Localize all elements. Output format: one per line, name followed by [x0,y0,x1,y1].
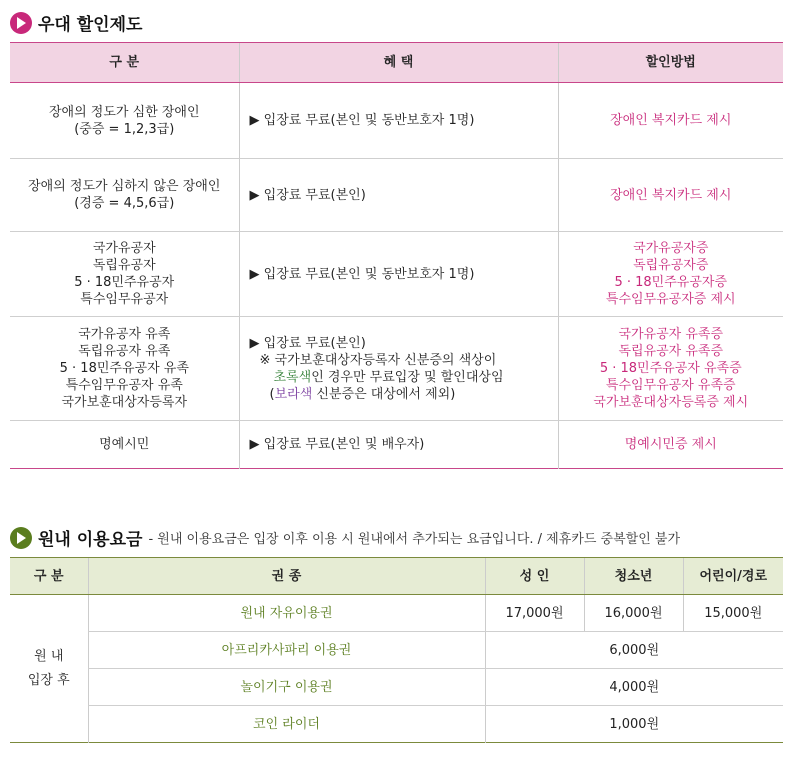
price-all: 4,000원 [485,669,783,706]
header-child: 어린이/경로 [683,558,783,595]
method-line: 독립유공자 유족증 [618,344,724,359]
table-row [10,595,783,632]
table-header-row [10,43,783,83]
section2-title [10,525,680,550]
fee-table [10,557,783,743]
row-category [10,232,239,317]
method-line: 명예시민증 제시 [624,437,717,452]
row-method [558,317,783,421]
header-ticket-type: 권 종 [88,558,485,595]
row-category [10,159,239,232]
note-purple-word: 보라색 [274,386,313,402]
method-line: 5 · 18민주유공자증 [614,275,728,290]
table-row [10,83,783,159]
header-category: 구 분 [10,43,239,83]
table-row [10,632,783,669]
section1-title [10,10,142,35]
category-line: 원 내 [34,648,64,664]
category-line: 5 · 18민주유공자 [74,275,175,290]
category-line: 국가유공자 [92,241,156,256]
header-adult: 성 인 [485,558,584,595]
category-line: 특수임무유공자 유족 [65,378,183,393]
row-method [558,83,783,159]
method-line: 특수임무유공자 유족증 [605,378,736,393]
header-category: 구 분 [10,558,88,595]
section2-subtitle: - 원내 이용요금은 입장 이후 이용 시 원내에서 추가되는 요금입니다. / 제휴카드 중복할인 불가 [148,532,681,547]
note-line3-rest: 신분증은 대상에서 제외) [312,386,456,402]
ticket-name: 원내 자유이용권 [88,595,485,632]
note-text [250,352,554,403]
method-line: 특수임무유공자증 제시 [605,292,736,307]
row-category [10,421,239,469]
row-benefit: ▶ 입장료 무료(본인) [239,159,558,232]
category-line: 장애의 정도가 심한 장애인 [48,104,200,120]
category-line: 독립유공자 [92,258,156,273]
price-all: 6,000원 [485,632,783,669]
header-youth: 청소년 [584,558,683,595]
row-category [10,595,88,743]
category-line: 장애의 정도가 심하지 않은 장애인 [28,179,221,194]
price-all: 1,000원 [485,706,783,743]
row-benefit: ▶ 입장료 무료(본인 및 동반보호자 1명) [239,83,558,159]
benefit-line: ▶ 입장료 무료(본인) [249,335,366,351]
method-line: 5 · 18민주유공자 유족증 [599,361,742,376]
play-circle-icon [10,527,32,549]
method-line: 국가유공자 유족증 [618,327,724,342]
method-line: 국가보훈대상자등록증 제시 [593,395,749,410]
ticket-name: 코인 라이더 [88,706,485,743]
category-line: 국가보훈대상자등록자 [61,395,188,410]
table-row [10,669,783,706]
note-line2-rest: 인 경우만 무료입장 및 할인대상임 [311,369,504,385]
table-row [10,317,783,421]
row-method [558,232,783,317]
price-child: 15,000원 [683,595,783,632]
ticket-name: 아프리카사파리 이용권 [88,632,485,669]
category-line: 독립유공자 유족 [78,344,171,359]
section1-heading: 우대 할인제도 [38,15,143,35]
section2-heading: 원내 이용요금 [38,530,143,550]
row-category [10,83,239,159]
row-benefit: ▶ 입장료 무료(본인 및 동반보호자 1명) [239,232,558,317]
row-benefit [239,317,558,421]
note-line3 [260,386,554,403]
row-category [10,317,239,421]
row-method [558,159,783,232]
table-row [10,232,783,317]
table-row [10,159,783,232]
price-youth: 16,000원 [584,595,683,632]
method-line: 국가유공자증 [633,241,709,256]
category-line: 명예시민 [99,437,150,452]
row-method [558,421,783,469]
table-row [10,421,783,469]
header-benefit: 혜 택 [239,43,558,83]
header-method: 할인방법 [558,43,783,83]
row-benefit: ▶ 입장료 무료(본인 및 배우자) [239,421,558,469]
note-line2 [260,369,554,386]
discount-table [10,42,783,469]
note-green-word: 초록색 [273,369,312,385]
ticket-name: 놀이기구 이용권 [88,669,485,706]
table-row [10,706,783,743]
price-adult: 17,000원 [485,595,584,632]
category-line: 특수임무유공자 [80,292,169,307]
note-paren: ( [269,386,275,402]
table-header-row [10,558,783,595]
category-line: (중증 = 1,2,3급) [74,121,175,137]
category-line: 5 · 18민주유공자 유족 [59,361,189,376]
note-line1: ※ 국가보훈대상자등록자 신분증의 색상이 [259,352,497,368]
category-line: 입장 후 [27,672,70,688]
category-line: (경증 = 4,5,6급) [74,196,175,211]
category-line: 국가유공자 유족 [78,327,171,342]
play-circle-icon [10,12,32,34]
method-line: 독립유공자증 [633,258,709,273]
method-line: 장애인 복지카드 제시 [610,113,732,128]
method-line: 장애인 복지카드 제시 [610,187,732,203]
